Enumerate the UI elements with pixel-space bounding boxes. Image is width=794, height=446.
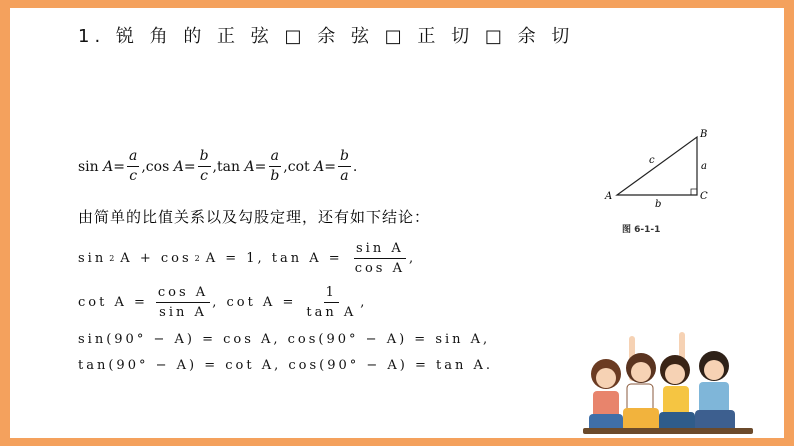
angle-a: A — [173, 158, 184, 175]
vertex-label-a: A — [605, 191, 613, 202]
frac-den: a — [340, 168, 349, 184]
frac-den: b — [270, 168, 280, 184]
vertex-label-c: C — [700, 191, 708, 202]
fraction-tan — [268, 148, 281, 185]
frac-den: c — [129, 168, 138, 184]
f1-right: A = 1, tan A = — [205, 251, 343, 266]
f1-num: sin A — [354, 240, 406, 259]
f2-num-2: 1 — [324, 284, 339, 303]
slide — [10, 8, 784, 438]
f2-den-2: tan A — [306, 305, 357, 320]
slide-heading: 1. 锐 角 的 正 弦 □ 余 弦 □ 正 切 □ 余 切 — [78, 26, 575, 47]
student-figure — [695, 351, 735, 432]
cos-label: ,cos — [141, 158, 170, 175]
f1-left: sin — [78, 251, 107, 266]
fraction-cot — [338, 148, 351, 185]
fraction-cos — [198, 148, 211, 185]
side-label-c: c — [649, 155, 655, 166]
cot-label: ,cot — [283, 158, 310, 175]
f2-left: cot A = — [78, 295, 148, 310]
formula-line-2 — [78, 284, 367, 321]
f2-fraction-2 — [304, 284, 358, 321]
students-illustration — [575, 296, 775, 438]
side-label-b: b — [655, 199, 662, 210]
f1-sup2: 2 — [194, 254, 203, 263]
equals: = — [113, 158, 125, 175]
vertex-label-b: B — [700, 129, 708, 140]
student-figure — [589, 359, 623, 432]
right-angle-mark — [691, 189, 697, 195]
angle-a: A — [314, 158, 325, 175]
frac-num: a — [127, 148, 139, 167]
figure-caption: 图 6-1-1 — [622, 225, 661, 235]
student-figure — [623, 336, 659, 434]
formula-line-1 — [78, 240, 416, 277]
angle-a: A — [244, 158, 255, 175]
student-figure — [659, 332, 695, 432]
formula-line-3: sin(90° − A) = cos A, cos(90° − A) = sin A, — [78, 332, 491, 347]
f2-num: cos A — [156, 284, 210, 303]
frac-num: a — [269, 148, 281, 167]
frac-num: b — [198, 148, 211, 167]
trig-definitions — [78, 148, 357, 185]
intro-text: 由简单的比值关系以及勾股定理，还有如下结论： — [78, 208, 431, 226]
bench — [583, 428, 753, 434]
f1-fraction — [353, 240, 407, 277]
equals: = — [183, 158, 196, 175]
f1-end: , — [409, 251, 417, 266]
tan-label: ,tan — [212, 158, 240, 175]
f2-den: sin A — [159, 305, 207, 320]
equals: = — [324, 158, 336, 175]
fraction-sin — [127, 148, 139, 185]
f2-mid: , cot A = — [212, 295, 297, 310]
f1-sup1: 2 — [109, 254, 118, 263]
equals: = — [254, 158, 267, 175]
triangle-shape — [617, 137, 697, 195]
f2-fraction — [156, 284, 210, 321]
angle-a: A — [103, 158, 114, 175]
formula-line-4: tan(90° − A) = cot A, cos(90° − A) = tan A. — [78, 358, 494, 373]
period: . — [352, 158, 358, 175]
frac-num: b — [338, 148, 351, 167]
sin-label: sin — [78, 158, 99, 175]
f1-mid: A + cos — [120, 251, 192, 266]
frac-den: c — [200, 168, 208, 184]
f2-end: , — [360, 295, 368, 310]
side-label-a: a — [701, 161, 707, 172]
f1-den: cos A — [354, 261, 406, 276]
